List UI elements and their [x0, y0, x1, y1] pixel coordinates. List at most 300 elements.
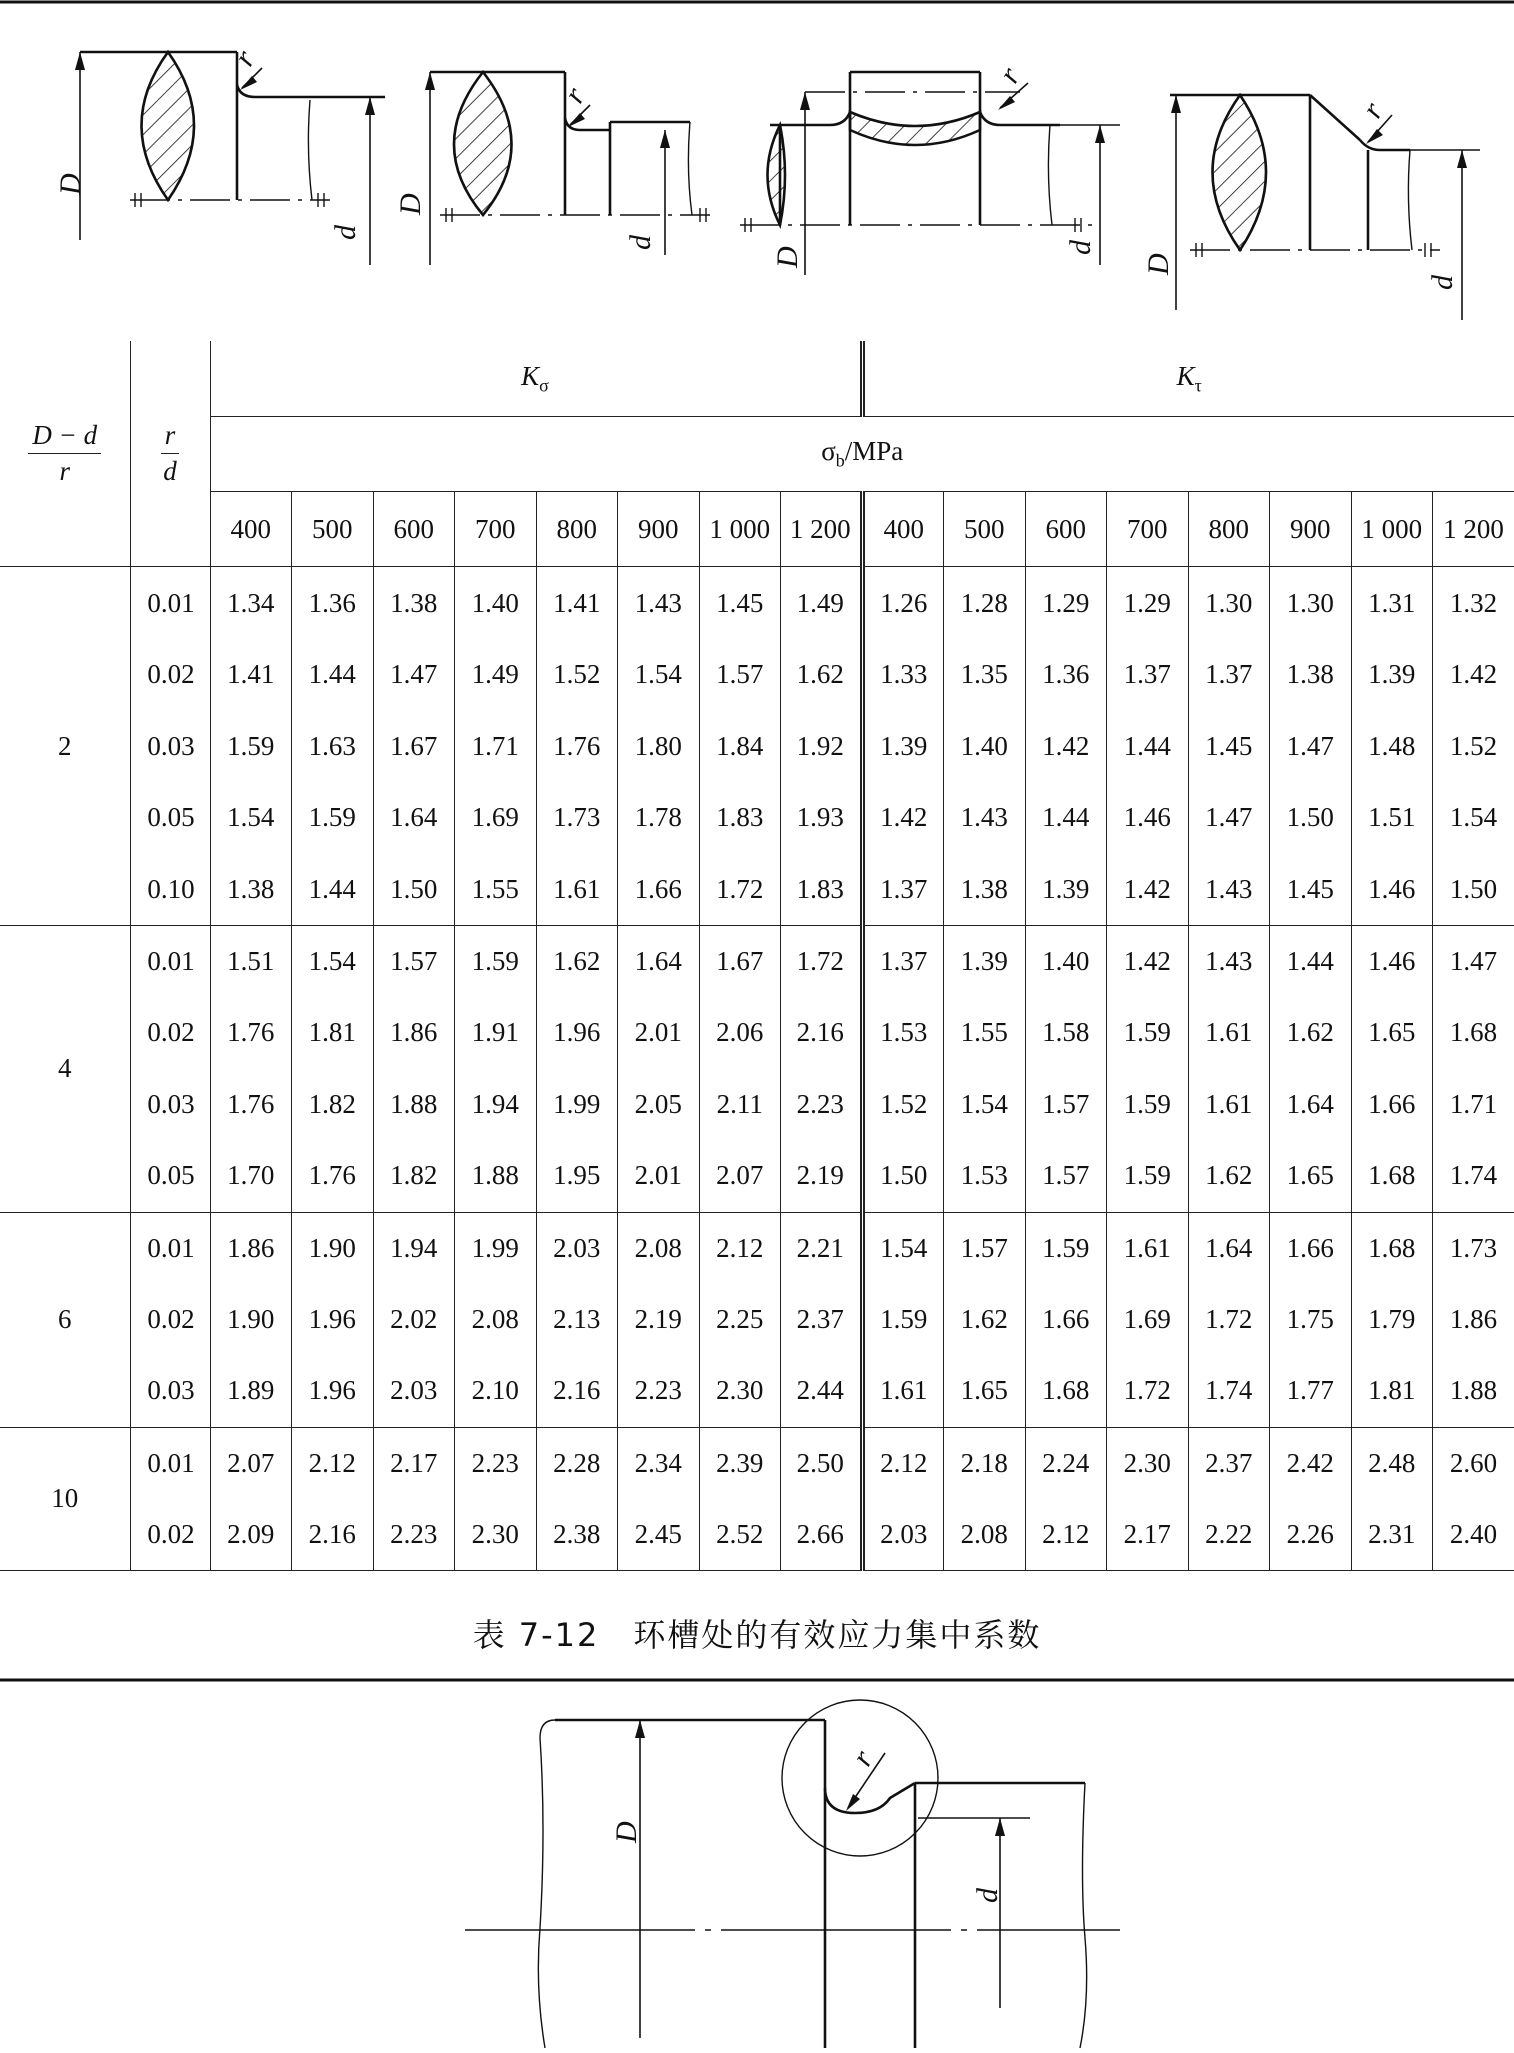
value-cell: 1.76	[536, 710, 618, 782]
fig4-label-r: r	[1355, 96, 1390, 124]
rd-cell: 0.02	[130, 639, 210, 711]
value-cell: 2.12	[699, 1212, 781, 1284]
value-cell: 2.03	[536, 1212, 618, 1284]
rd-cell: 0.02	[130, 1499, 210, 1571]
figure-fillet-3	[740, 72, 1120, 275]
value-cell: 1.67	[699, 925, 781, 997]
value-cell: 1.96	[292, 1284, 374, 1356]
value-cell: 1.53	[944, 1140, 1026, 1212]
header-strength-cell: 1 000	[1351, 492, 1433, 567]
value-cell: 1.72	[699, 854, 781, 926]
value-cell: 1.81	[1351, 1355, 1433, 1427]
table-row	[0, 710, 1514, 782]
value-cell: 2.10	[455, 1355, 537, 1427]
value-cell: 1.59	[210, 710, 292, 782]
value-cell: 2.05	[618, 1069, 700, 1141]
table-row	[0, 1140, 1514, 1212]
value-cell: 1.49	[781, 567, 863, 639]
value-cell: 1.68	[1433, 997, 1514, 1069]
rd-cell: 0.05	[130, 1140, 210, 1212]
rd-cell: 0.02	[130, 997, 210, 1069]
value-cell: 1.46	[1351, 854, 1433, 926]
value-cell: 1.45	[1188, 710, 1270, 782]
value-cell: 1.36	[292, 567, 374, 639]
value-cell: 2.48	[1351, 1427, 1433, 1499]
value-cell: 1.62	[1270, 997, 1352, 1069]
value-cell: 2.30	[1107, 1427, 1189, 1499]
value-cell: 1.48	[1351, 710, 1433, 782]
table-row	[0, 997, 1514, 1069]
value-cell: 1.82	[373, 1140, 455, 1212]
value-cell: 1.73	[536, 782, 618, 854]
value-cell: 2.24	[1025, 1427, 1107, 1499]
value-cell: 2.17	[373, 1427, 455, 1499]
value-cell: 2.22	[1188, 1499, 1270, 1571]
rd-cell: 0.05	[130, 782, 210, 854]
value-cell: 1.72	[1188, 1284, 1270, 1356]
value-cell: 1.33	[862, 639, 944, 711]
value-cell: 1.59	[1107, 997, 1189, 1069]
value-cell: 1.75	[1270, 1284, 1352, 1356]
value-cell: 1.96	[292, 1355, 374, 1427]
value-cell: 1.64	[373, 782, 455, 854]
stress-concentration-table	[0, 341, 1514, 1571]
value-cell: 1.50	[373, 854, 455, 926]
header-ratio-num: D − d	[28, 422, 101, 454]
value-cell: 2.39	[699, 1427, 781, 1499]
value-cell: 1.29	[1107, 567, 1189, 639]
value-cell: 2.38	[536, 1499, 618, 1571]
value-cell: 1.39	[862, 710, 944, 782]
value-cell: 1.65	[1270, 1140, 1352, 1212]
value-cell: 1.88	[1433, 1355, 1514, 1427]
value-cell: 1.72	[1107, 1355, 1189, 1427]
value-cell: 1.92	[781, 710, 863, 782]
value-cell: 1.57	[944, 1212, 1026, 1284]
header-strength-cell: 600	[1025, 492, 1107, 567]
value-cell: 1.62	[781, 639, 863, 711]
value-cell: 1.64	[1188, 1212, 1270, 1284]
header-strength-cell: 400	[210, 492, 292, 567]
value-cell: 1.42	[862, 782, 944, 854]
value-cell: 1.39	[1025, 854, 1107, 926]
fig1-label-r: r	[227, 44, 262, 72]
value-cell: 1.94	[373, 1212, 455, 1284]
value-cell: 2.42	[1270, 1427, 1352, 1499]
value-cell: 1.44	[292, 854, 374, 926]
table-row	[0, 1499, 1514, 1571]
value-cell: 1.43	[1188, 854, 1270, 926]
sigma-b-symbol: σ	[821, 436, 836, 467]
k-tau-symbol: K	[1176, 360, 1195, 391]
value-cell: 1.71	[455, 710, 537, 782]
value-cell: 1.54	[210, 782, 292, 854]
rd-cell: 0.03	[130, 710, 210, 782]
header-row-1	[0, 341, 1514, 416]
value-cell: 2.52	[699, 1499, 781, 1571]
k-tau-subscript: τ	[1194, 375, 1202, 396]
table-row	[0, 1212, 1514, 1284]
header-strength-cell: 900	[618, 492, 700, 567]
value-cell: 1.64	[618, 925, 700, 997]
value-cell: 1.74	[1433, 1140, 1514, 1212]
value-cell: 1.51	[210, 925, 292, 997]
value-cell: 1.42	[1107, 925, 1189, 997]
value-cell: 2.17	[1107, 1499, 1189, 1571]
k-sigma-subscript: σ	[539, 375, 549, 396]
header-strength-cell: 900	[1270, 492, 1352, 567]
value-cell: 1.68	[1351, 1212, 1433, 1284]
header-strength-cell: 800	[1188, 492, 1270, 567]
value-cell: 2.16	[781, 997, 863, 1069]
value-cell: 1.72	[781, 925, 863, 997]
table-row	[0, 1069, 1514, 1141]
value-cell: 2.40	[1433, 1499, 1514, 1571]
header-row-strengths	[0, 492, 1514, 567]
value-cell: 1.43	[944, 782, 1026, 854]
rd-cell: 0.03	[130, 1355, 210, 1427]
rd-cell: 0.01	[130, 567, 210, 639]
value-cell: 1.40	[1025, 925, 1107, 997]
ratio-group-cell: 10	[0, 1427, 130, 1570]
value-cell: 1.82	[292, 1069, 374, 1141]
table-row	[0, 1427, 1514, 1499]
value-cell: 1.68	[1025, 1355, 1107, 1427]
value-cell: 1.57	[699, 639, 781, 711]
value-cell: 1.38	[373, 567, 455, 639]
header-strength-cell: 600	[373, 492, 455, 567]
value-cell: 1.65	[944, 1355, 1026, 1427]
fig3-label-d: d	[1064, 240, 1097, 255]
value-cell: 1.99	[455, 1212, 537, 1284]
value-cell: 1.43	[1188, 925, 1270, 997]
value-cell: 1.37	[1107, 639, 1189, 711]
value-cell: 1.46	[1351, 925, 1433, 997]
value-cell: 2.19	[781, 1140, 863, 1212]
value-cell: 1.59	[862, 1284, 944, 1356]
value-cell: 1.38	[1270, 639, 1352, 711]
value-cell: 2.12	[292, 1427, 374, 1499]
value-cell: 2.37	[781, 1284, 863, 1356]
value-cell: 2.18	[944, 1427, 1026, 1499]
value-cell: 1.66	[1351, 1069, 1433, 1141]
value-cell: 1.55	[455, 854, 537, 926]
value-cell: 1.86	[373, 997, 455, 1069]
value-cell: 1.52	[536, 639, 618, 711]
value-cell: 1.95	[536, 1140, 618, 1212]
value-cell: 1.42	[1433, 639, 1514, 711]
value-cell: 1.28	[944, 567, 1026, 639]
fig2-label-d: d	[624, 235, 657, 250]
value-cell: 1.37	[862, 854, 944, 926]
fig2-label-r: r	[557, 81, 592, 109]
value-cell: 1.62	[944, 1284, 1026, 1356]
value-cell: 1.91	[455, 997, 537, 1069]
value-cell: 1.61	[1107, 1212, 1189, 1284]
value-cell: 1.89	[210, 1355, 292, 1427]
value-cell: 1.34	[210, 567, 292, 639]
value-cell: 2.23	[781, 1069, 863, 1141]
value-cell: 2.01	[618, 1140, 700, 1212]
value-cell: 1.79	[1351, 1284, 1433, 1356]
value-cell: 1.62	[1188, 1140, 1270, 1212]
rd-cell: 0.02	[130, 1284, 210, 1356]
value-cell: 1.54	[618, 639, 700, 711]
value-cell: 1.83	[781, 854, 863, 926]
value-cell: 1.42	[1025, 710, 1107, 782]
value-cell: 1.46	[1107, 782, 1189, 854]
groove-label-D: D	[610, 1821, 643, 1843]
value-cell: 1.68	[1351, 1140, 1433, 1212]
value-cell: 1.31	[1351, 567, 1433, 639]
value-cell: 1.50	[1270, 782, 1352, 854]
value-cell: 1.41	[536, 567, 618, 639]
value-cell: 2.31	[1351, 1499, 1433, 1571]
value-cell: 2.02	[373, 1284, 455, 1356]
value-cell: 2.23	[618, 1355, 700, 1427]
value-cell: 1.47	[1188, 782, 1270, 854]
header-sigma-b	[210, 416, 1514, 491]
value-cell: 2.21	[781, 1212, 863, 1284]
value-cell: 1.77	[1270, 1355, 1352, 1427]
value-cell: 1.66	[618, 854, 700, 926]
header-ratio-Dd-r	[0, 341, 130, 567]
value-cell: 1.63	[292, 710, 374, 782]
value-cell: 1.76	[210, 1069, 292, 1141]
value-cell: 1.61	[862, 1355, 944, 1427]
value-cell: 1.76	[292, 1140, 374, 1212]
value-cell: 1.37	[1188, 639, 1270, 711]
value-cell: 1.45	[699, 567, 781, 639]
header-strength-cell: 500	[944, 492, 1026, 567]
value-cell: 2.26	[1270, 1499, 1352, 1571]
header-strength-cell: 500	[292, 492, 374, 567]
value-cell: 1.71	[1433, 1069, 1514, 1141]
value-cell: 1.86	[210, 1212, 292, 1284]
value-cell: 2.12	[1025, 1499, 1107, 1571]
rd-cell: 0.01	[130, 1427, 210, 1499]
value-cell: 1.57	[1025, 1140, 1107, 1212]
fig3-label-D: D	[771, 246, 804, 268]
header-ratio-r-d	[130, 341, 210, 567]
table-row	[0, 1355, 1514, 1427]
value-cell: 1.57	[373, 925, 455, 997]
value-cell: 1.69	[1107, 1284, 1189, 1356]
rd-cell: 0.01	[130, 1212, 210, 1284]
table-row	[0, 1284, 1514, 1356]
table-caption: 表 7-12 环槽处的有效应力集中系数	[472, 1616, 1042, 1654]
value-cell: 1.90	[210, 1284, 292, 1356]
header-strength-cell: 700	[1107, 492, 1189, 567]
value-cell: 2.30	[699, 1355, 781, 1427]
table-row	[0, 639, 1514, 711]
header-k-tau	[862, 341, 1514, 416]
value-cell: 2.66	[781, 1499, 863, 1571]
value-cell: 1.59	[455, 925, 537, 997]
value-cell: 2.12	[862, 1427, 944, 1499]
value-cell: 2.30	[455, 1499, 537, 1571]
fig2-label-D: D	[394, 193, 427, 215]
value-cell: 1.29	[1025, 567, 1107, 639]
value-cell: 2.03	[373, 1355, 455, 1427]
value-cell: 1.64	[1270, 1069, 1352, 1141]
shoulder-fillet-figures	[0, 0, 1514, 340]
fig4-label-D: D	[1142, 253, 1175, 275]
value-cell: 1.73	[1433, 1212, 1514, 1284]
value-cell: 1.59	[1107, 1140, 1189, 1212]
value-cell: 2.08	[944, 1499, 1026, 1571]
header-rd-num: r	[161, 422, 180, 454]
value-cell: 2.09	[210, 1499, 292, 1571]
value-cell: 1.52	[1433, 710, 1514, 782]
header-strength-cell: 800	[536, 492, 618, 567]
value-cell: 2.23	[373, 1499, 455, 1571]
header-strength-cell: 1 200	[781, 492, 863, 567]
value-cell: 1.93	[781, 782, 863, 854]
value-cell: 1.30	[1270, 567, 1352, 639]
value-cell: 1.36	[1025, 639, 1107, 711]
value-cell: 1.37	[862, 925, 944, 997]
value-cell: 1.62	[536, 925, 618, 997]
value-cell: 2.07	[699, 1140, 781, 1212]
value-cell: 2.34	[618, 1427, 700, 1499]
value-cell: 2.25	[699, 1284, 781, 1356]
value-cell: 2.08	[618, 1212, 700, 1284]
value-cell: 1.57	[1025, 1069, 1107, 1141]
value-cell: 1.61	[536, 854, 618, 926]
value-cell: 1.26	[862, 567, 944, 639]
value-cell: 1.59	[1107, 1069, 1189, 1141]
value-cell: 1.44	[1107, 710, 1189, 782]
value-cell: 1.54	[944, 1069, 1026, 1141]
table-row	[0, 567, 1514, 639]
value-cell: 1.99	[536, 1069, 618, 1141]
value-cell: 1.38	[944, 854, 1026, 926]
value-cell: 1.47	[1270, 710, 1352, 782]
value-cell: 1.44	[1270, 925, 1352, 997]
figure-fillet-2	[425, 72, 710, 265]
value-cell: 1.44	[1025, 782, 1107, 854]
header-row-2	[0, 416, 1514, 491]
value-cell: 2.01	[618, 997, 700, 1069]
value-cell: 1.67	[373, 710, 455, 782]
value-cell: 1.54	[292, 925, 374, 997]
sigma-b-subscript: b	[835, 450, 845, 471]
value-cell: 1.47	[1433, 925, 1514, 997]
header-strength-cell: 1 200	[1433, 492, 1514, 567]
value-cell: 1.54	[1433, 782, 1514, 854]
value-cell: 1.53	[862, 997, 944, 1069]
value-cell: 1.54	[862, 1212, 944, 1284]
value-cell: 2.28	[536, 1427, 618, 1499]
value-cell: 1.43	[618, 567, 700, 639]
value-cell: 2.16	[292, 1499, 374, 1571]
value-cell: 1.88	[455, 1140, 537, 1212]
value-cell: 1.32	[1433, 567, 1514, 639]
fig1-label-D: D	[54, 173, 87, 195]
k-sigma-symbol: K	[521, 360, 540, 391]
value-cell: 2.50	[781, 1427, 863, 1499]
value-cell: 1.38	[210, 854, 292, 926]
value-cell: 1.39	[944, 925, 1026, 997]
value-cell: 2.45	[618, 1499, 700, 1571]
value-cell: 2.60	[1433, 1427, 1514, 1499]
value-cell: 1.49	[455, 639, 537, 711]
value-cell: 1.55	[944, 997, 1026, 1069]
rd-cell: 0.03	[130, 1069, 210, 1141]
value-cell: 1.59	[292, 782, 374, 854]
sigma-b-unit: /MPa	[844, 436, 904, 467]
value-cell: 1.40	[455, 567, 537, 639]
value-cell: 1.66	[1025, 1284, 1107, 1356]
value-cell: 2.23	[455, 1427, 537, 1499]
value-cell: 1.76	[210, 997, 292, 1069]
fig1-label-d: d	[329, 225, 362, 240]
value-cell: 1.70	[210, 1140, 292, 1212]
header-strength-cell: 700	[455, 492, 537, 567]
value-cell: 1.84	[699, 710, 781, 782]
value-cell: 2.03	[862, 1499, 944, 1571]
value-cell: 2.19	[618, 1284, 700, 1356]
value-cell: 1.83	[699, 782, 781, 854]
value-cell: 1.69	[455, 782, 537, 854]
value-cell: 1.96	[536, 997, 618, 1069]
ratio-group-cell: 4	[0, 925, 130, 1212]
value-cell: 1.94	[455, 1069, 537, 1141]
value-cell: 2.07	[210, 1427, 292, 1499]
ratio-group-cell: 6	[0, 1212, 130, 1427]
value-cell: 1.42	[1107, 854, 1189, 926]
value-cell: 1.45	[1270, 854, 1352, 926]
groove-label-d: d	[971, 1888, 1004, 1903]
ratio-group-cell: 2	[0, 567, 130, 925]
ring-groove-figure	[0, 1678, 1514, 2053]
value-cell: 2.37	[1188, 1427, 1270, 1499]
value-cell: 1.35	[944, 639, 1026, 711]
value-cell: 1.47	[373, 639, 455, 711]
value-cell: 2.44	[781, 1355, 863, 1427]
value-cell: 1.61	[1188, 997, 1270, 1069]
value-cell: 1.40	[944, 710, 1026, 782]
value-cell: 1.50	[1433, 854, 1514, 926]
value-cell: 1.90	[292, 1212, 374, 1284]
fig3-label-r: r	[992, 61, 1027, 89]
value-cell: 1.86	[1433, 1284, 1514, 1356]
rd-cell: 0.01	[130, 925, 210, 997]
header-strength-cell: 1 000	[699, 492, 781, 567]
value-cell: 1.80	[618, 710, 700, 782]
header-k-sigma	[210, 341, 862, 416]
value-cell: 1.61	[1188, 1069, 1270, 1141]
value-cell: 1.88	[373, 1069, 455, 1141]
value-cell: 1.52	[862, 1069, 944, 1141]
value-cell: 1.81	[292, 997, 374, 1069]
table-row	[0, 925, 1514, 997]
rd-cell: 0.10	[130, 854, 210, 926]
value-cell: 1.30	[1188, 567, 1270, 639]
table-row	[0, 782, 1514, 854]
value-cell: 1.65	[1351, 997, 1433, 1069]
value-cell: 1.58	[1025, 997, 1107, 1069]
value-cell: 2.11	[699, 1069, 781, 1141]
value-cell: 1.59	[1025, 1212, 1107, 1284]
value-cell: 2.16	[536, 1355, 618, 1427]
header-strength-cell: 400	[862, 492, 944, 567]
value-cell: 1.50	[862, 1140, 944, 1212]
fig4-label-d: d	[1426, 275, 1459, 290]
header-rd-den: d	[163, 456, 177, 487]
value-cell: 1.51	[1351, 782, 1433, 854]
